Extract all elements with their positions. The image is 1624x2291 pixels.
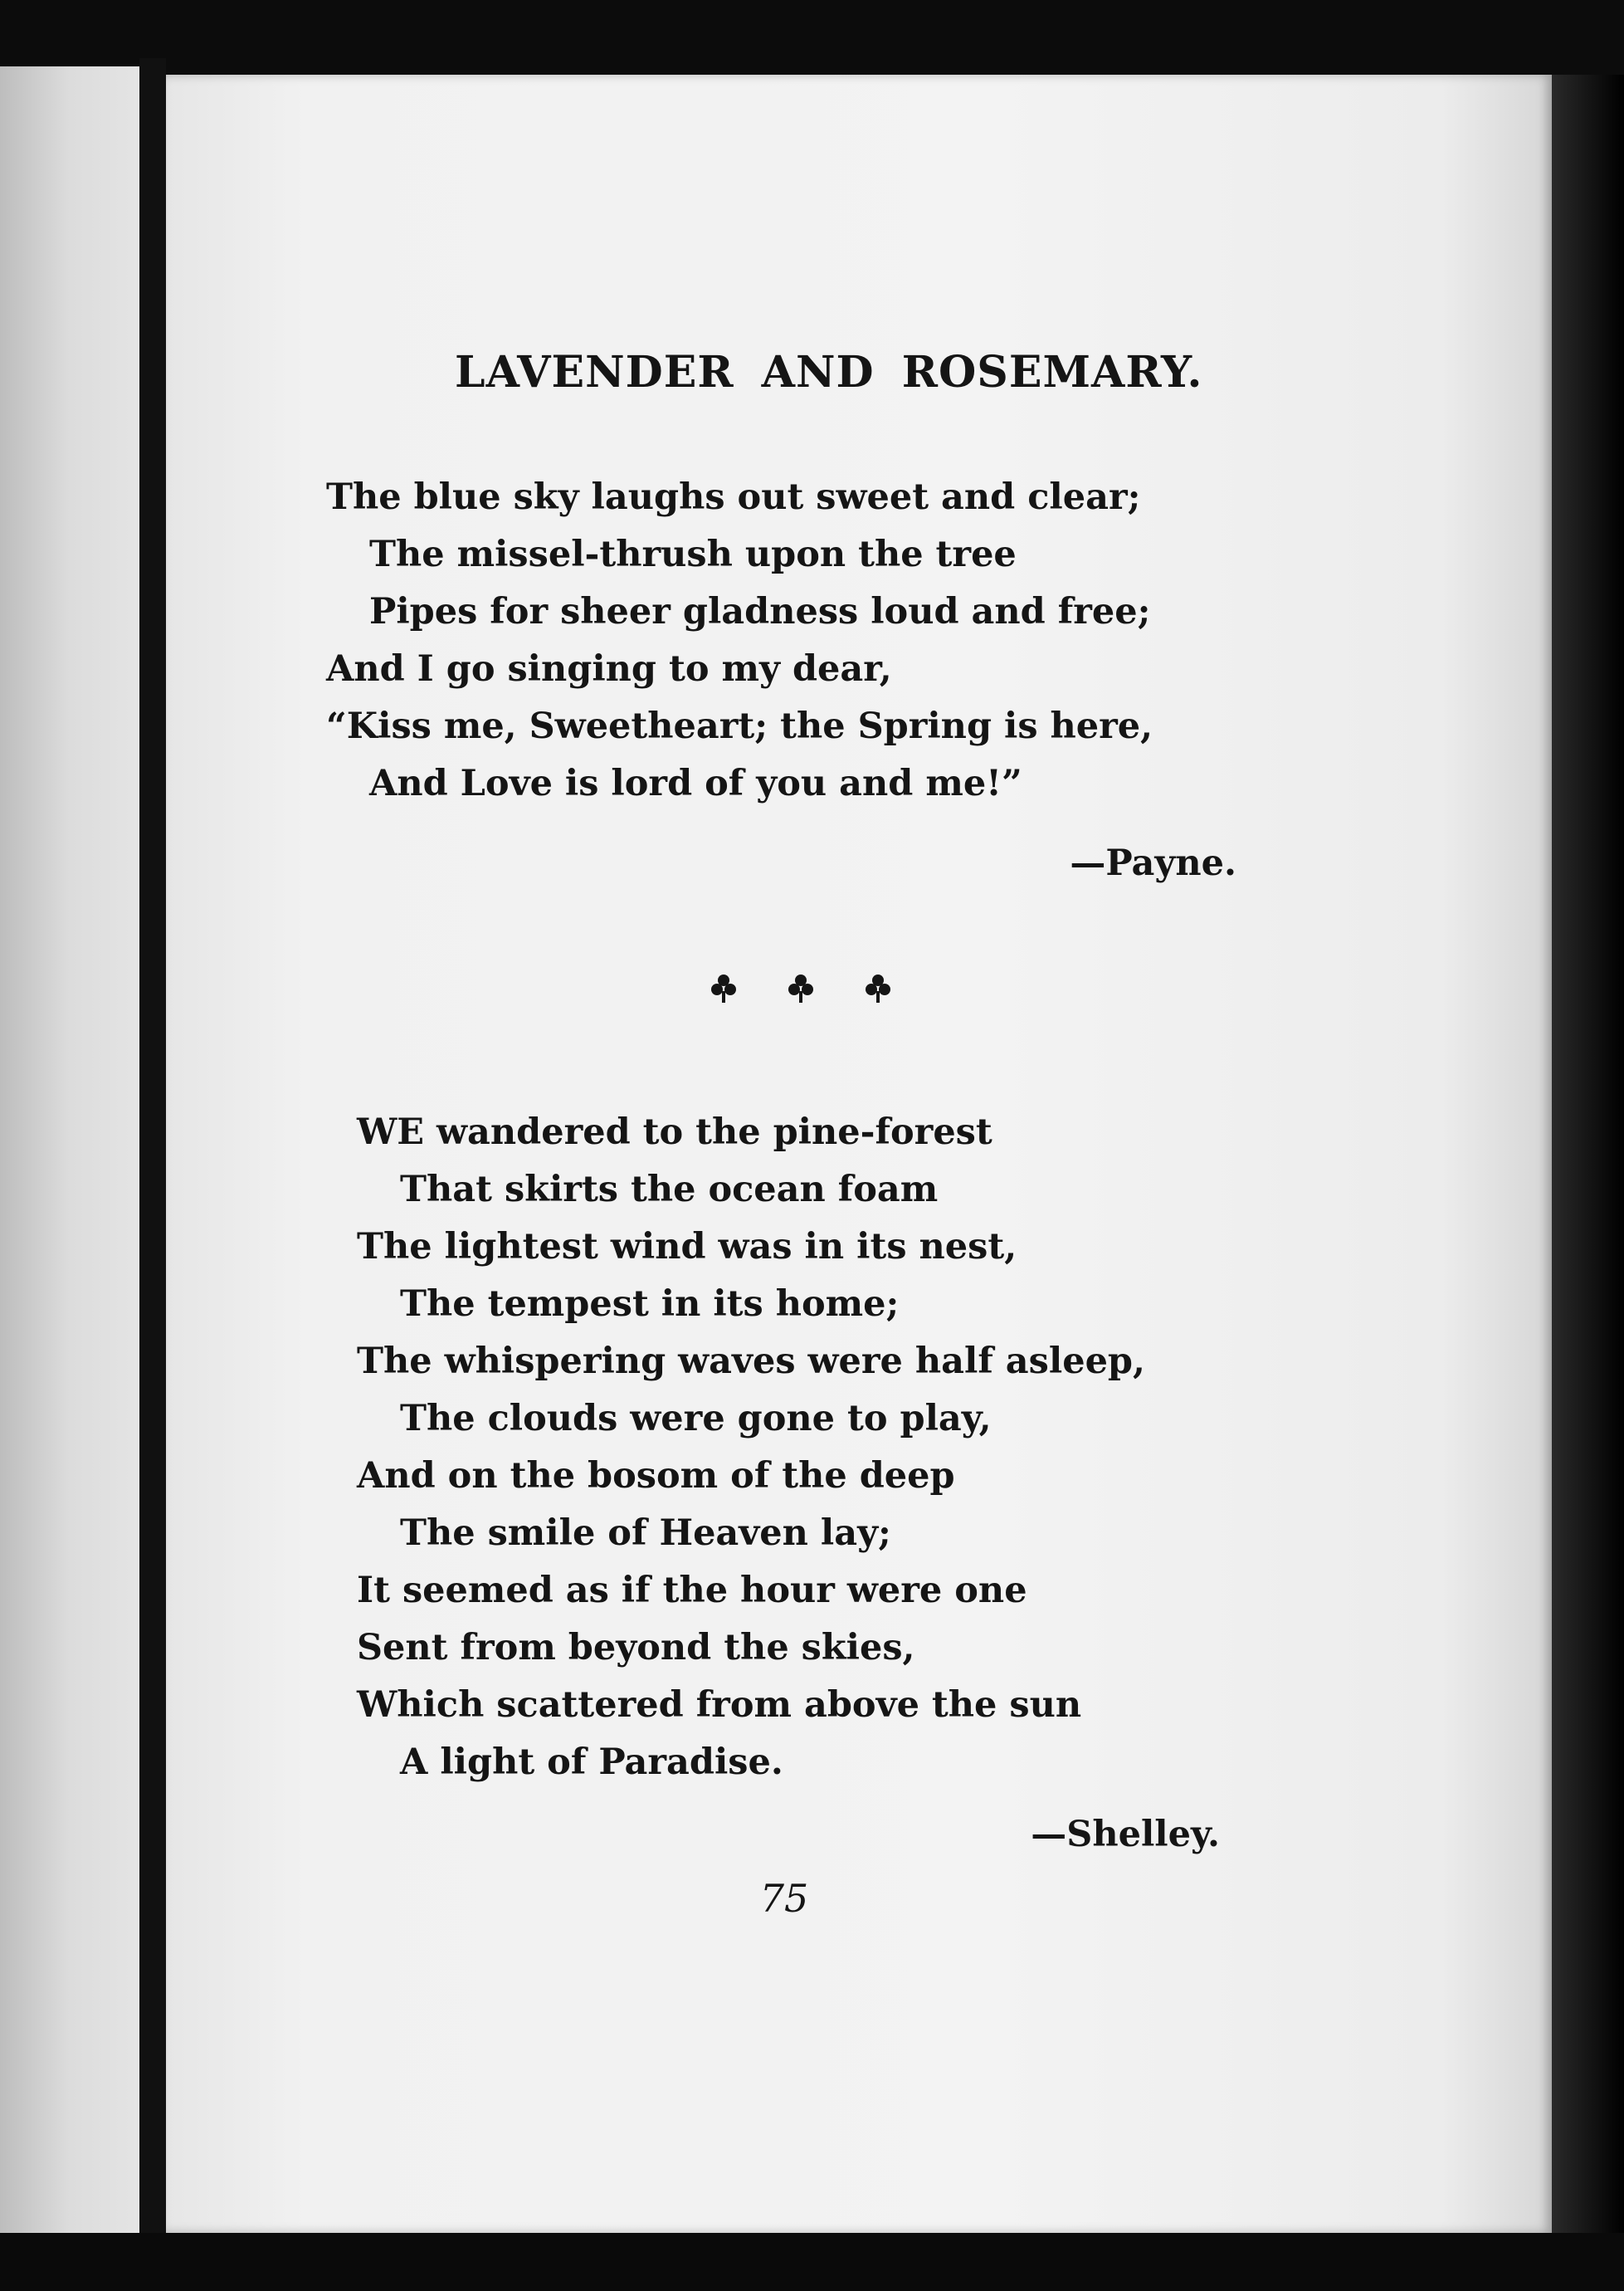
poem-line: Pipes for sheer gladness loud and free;: [369, 591, 1151, 633]
page-number: 75: [759, 1876, 809, 1921]
poem-line: The tempest in its home;: [400, 1283, 900, 1325]
poem-line: The clouds were gone to play,: [400, 1398, 992, 1439]
poem-line: Sent from beyond the skies,: [357, 1627, 915, 1668]
poem-line: “Kiss me, Sweetheart; the Spring is here,: [326, 706, 1153, 747]
poem-line: And I go singing to my dear,: [326, 648, 892, 690]
poem-line: It seemed as if the hour were one: [357, 1570, 1027, 1611]
poem-line: The whispering waves were half asleep,: [357, 1341, 1145, 1382]
poem-shelley: [357, 1104, 1145, 1791]
poem-line: The missel-thrush upon the tree: [369, 534, 1017, 575]
poem-line: The blue sky laughs out sweet and clear;: [326, 476, 1141, 518]
poem-line: Which scattered from above the sun: [357, 1684, 1082, 1726]
poem-payne: [326, 469, 1153, 813]
poem-line: The lightest wind was in its nest,: [357, 1226, 1017, 1268]
poem-attribution: —Payne.: [1070, 843, 1236, 884]
page-edge-shadow: [1552, 75, 1624, 2233]
poem-line: That skirts the ocean foam: [400, 1169, 939, 1210]
poem-line: And Love is lord of you and me!”: [369, 763, 1022, 804]
poem-attribution: —Shelley.: [1031, 1814, 1220, 1855]
poem-line: WE wandered to the pine-forest: [357, 1111, 992, 1153]
fleuron-icon: [711, 975, 736, 1003]
fleuron-ornament: [705, 963, 896, 1013]
poem-line: And on the bosom of the deep: [357, 1455, 955, 1497]
book-spine: [139, 58, 166, 2241]
page-title: LAVENDER AND ROSEMARY.: [455, 347, 1203, 398]
poem-line: The smile of Heaven lay;: [400, 1512, 891, 1554]
fleuron-icon: [866, 975, 890, 1003]
facing-page-edge: [0, 66, 139, 2233]
poem-line: A light of Paradise.: [400, 1741, 783, 1783]
scan-bottom-band: [0, 2233, 1624, 2291]
fleuron-icon: [788, 975, 813, 1003]
